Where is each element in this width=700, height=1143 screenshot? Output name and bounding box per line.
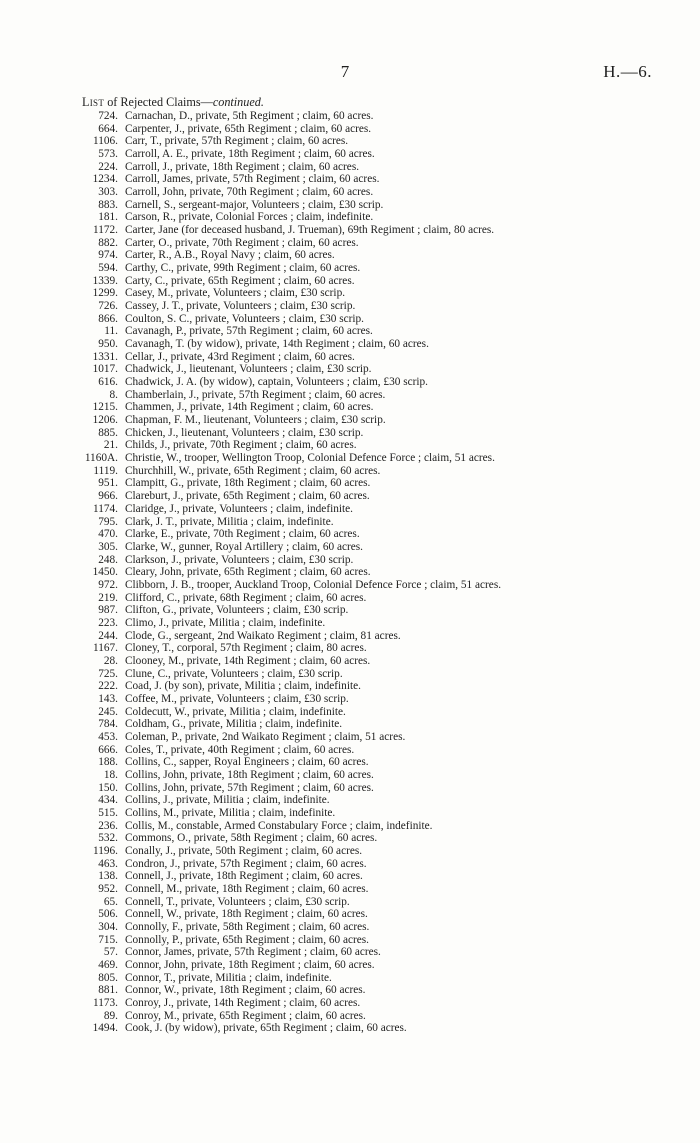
claim-description: Collis, M., constable, Armed Constabulary Force ; claim, indefinite. xyxy=(125,819,433,832)
claim-entry xyxy=(70,477,670,490)
claim-number: 245. xyxy=(98,705,118,718)
claim-description: Cloney, T., corporal, 57th Regiment ; claim, 80 acres. xyxy=(125,642,367,655)
claim-entry xyxy=(70,148,670,161)
claim-number: 470. xyxy=(98,528,118,541)
claim-number: 885. xyxy=(98,426,118,439)
claim-description: Collins, J., private, Militia ; claim, indefinite. xyxy=(125,794,330,807)
claim-entry xyxy=(70,870,670,883)
claim-entry xyxy=(70,363,670,376)
list-heading xyxy=(82,95,264,109)
claim-entry xyxy=(70,376,670,389)
claim-number: 1173. xyxy=(93,997,118,1010)
claim-entry xyxy=(70,972,670,985)
claim-number: 616. xyxy=(98,376,118,389)
claim-number: 248. xyxy=(98,553,118,566)
claim-entry xyxy=(70,135,670,148)
claim-description: Collins, John, private, 57th Regiment ; claim, 60 acres. xyxy=(125,781,374,794)
claim-entry xyxy=(70,275,670,288)
claim-number: 664. xyxy=(98,122,118,135)
claim-entry xyxy=(70,807,670,820)
claim-number: 138. xyxy=(98,870,118,883)
claim-number: 1299. xyxy=(92,287,118,300)
claim-description: Childs, J., private, 70th Regiment ; claim, 60 acres. xyxy=(125,439,357,452)
claim-number: 726. xyxy=(98,300,118,313)
claim-entry xyxy=(70,249,670,262)
claim-number: 8. xyxy=(109,388,118,401)
claim-number: 1494. xyxy=(92,1022,118,1035)
claim-description: Conally, J., private, 50th Regiment ; claim, 60 acres. xyxy=(125,844,363,857)
claim-description: Carty, C., private, 65th Regiment ; claim, 60 acres. xyxy=(125,274,355,287)
claim-entry xyxy=(70,959,670,972)
document-reference: H.—6. xyxy=(603,62,652,81)
claim-entry xyxy=(70,554,670,567)
claim-number: 1160A. xyxy=(84,452,118,465)
claim-description: Churchhill, W., private, 65th Regiment ; claim, 60 acres. xyxy=(125,464,381,477)
claim-entry xyxy=(70,604,670,617)
claim-description: Clode, G., sergeant, 2nd Waikato Regiment ; claim, 81 acres. xyxy=(125,629,401,642)
claim-entry xyxy=(70,782,670,795)
claim-description: Carthy, C., private, 99th Regiment ; claim, 60 acres. xyxy=(125,262,361,275)
claim-entry xyxy=(70,516,670,529)
claim-number: 724. xyxy=(98,110,118,122)
claim-description: Chadwick, J., lieutenant, Volunteers ; claim, £30 scrip. xyxy=(125,363,372,376)
claim-entry xyxy=(70,351,670,364)
claim-entry xyxy=(70,756,670,769)
claim-number: 1331. xyxy=(92,350,118,363)
claim-description: Connor, James, private, 57th Regiment ; claim, 60 acres. xyxy=(125,946,381,959)
claim-entry xyxy=(70,592,670,605)
claim-number: 725. xyxy=(98,667,118,680)
claim-number: 1167. xyxy=(93,642,118,655)
claim-entry xyxy=(70,186,670,199)
claim-description: Clune, C., private, Volunteers ; claim, £30 scrip. xyxy=(125,667,343,680)
claim-description: Coldham, G., private, Militia ; claim, indefinite. xyxy=(125,718,343,731)
claim-number: 951. xyxy=(98,477,118,490)
claim-description: Cavanagh, P., private, 57th Regiment ; claim, 60 acres. xyxy=(125,325,373,338)
claim-description: Carroll, John, private, 70th Regiment ; claim, 60 acres. xyxy=(125,186,374,199)
claim-number: 303. xyxy=(98,186,118,199)
claim-entry xyxy=(70,617,670,630)
claim-entry xyxy=(70,896,670,909)
page-number: 7 xyxy=(340,62,350,81)
claim-number: 11. xyxy=(104,325,118,338)
claim-entry xyxy=(70,769,670,782)
claim-number: 882. xyxy=(98,236,118,249)
claim-number: 1234. xyxy=(92,173,118,186)
claim-number: 18. xyxy=(103,768,118,781)
claim-entry xyxy=(70,338,670,351)
claim-number: 987. xyxy=(98,604,118,617)
claim-number: 966. xyxy=(98,490,118,503)
claim-entry xyxy=(70,1022,670,1035)
claim-description: Chamberlain, J., private, 57th Regiment ; claim, 60 acres. xyxy=(125,388,386,401)
claim-number: 795. xyxy=(98,515,118,528)
claim-description: Conroy, J., private, 14th Regiment ; claim, 60 acres. xyxy=(125,997,361,1010)
claim-entry xyxy=(70,452,670,465)
claim-entry xyxy=(70,706,670,719)
claim-description: Collins, John, private, 18th Regiment ; claim, 60 acres. xyxy=(125,768,374,781)
claim-description: Connell, T., private, Volunteers ; claim, £30 scrip. xyxy=(125,895,350,908)
claim-number: 57. xyxy=(103,946,118,959)
claim-number: 181. xyxy=(98,211,118,224)
claim-entry xyxy=(70,528,670,541)
claim-entry xyxy=(70,503,670,516)
claim-description: Carter, R., A.B., Royal Navy ; claim, 60 acres. xyxy=(125,249,335,262)
claim-description: Claridge, J., private, Volunteers ; claim, indefinite. xyxy=(125,502,353,515)
list-heading-title: of Rejected Claims— xyxy=(104,95,213,109)
claim-description: Collins, M., private, Militia ; claim, indefinite. xyxy=(125,806,336,819)
claim-entry xyxy=(70,313,670,326)
claim-description: Carroll, J., private, 18th Regiment ; claim, 60 acres. xyxy=(125,160,360,173)
claim-entry xyxy=(70,693,670,706)
claim-description: Clifton, G., private, Volunteers ; claim, £30 scrip. xyxy=(125,604,349,617)
claim-entry xyxy=(70,630,670,643)
claim-description: Connell, J., private, 18th Regiment ; claim, 60 acres. xyxy=(125,870,363,883)
claim-entry xyxy=(70,414,670,427)
claim-entry xyxy=(70,984,670,997)
claim-description: Carter, Jane (for deceased husband, J. Trueman), 69th Regiment ; claim, 80 acres. xyxy=(125,224,495,237)
claim-description: Conroy, M., private, 65th Regiment ; claim, 60 acres. xyxy=(125,1009,366,1022)
claim-number: 89. xyxy=(103,1009,118,1022)
claim-entry xyxy=(70,642,670,655)
claim-description: Connor, T., private, Militia ; claim, indefinite. xyxy=(125,971,332,984)
claim-entry xyxy=(70,718,670,731)
claim-description: Connell, M., private, 18th Regiment ; claim, 60 acres. xyxy=(125,882,369,895)
claim-entry xyxy=(70,427,670,440)
claim-entry xyxy=(70,858,670,871)
list-heading-continued: continued. xyxy=(212,95,264,109)
claim-entry xyxy=(70,731,670,744)
claim-description: Carnachan, D., private, 5th Regiment ; claim, 60 acres. xyxy=(125,110,374,122)
claim-description: Connolly, P., private, 65th Regiment ; claim, 60 acres. xyxy=(125,933,369,946)
claim-description: Chadwick, J. A. (by widow), captain, Volunteers ; claim, £30 scrip. xyxy=(125,376,428,389)
claim-number: 1174. xyxy=(93,502,118,515)
claim-description: Carnell, S., sergeant-major, Volunteers ; claim, £30 scrip. xyxy=(125,198,384,211)
claim-description: Carroll, A. E., private, 18th Regiment ; claim, 60 acres. xyxy=(125,148,375,161)
claim-number: 506. xyxy=(98,908,118,921)
claim-number: 305. xyxy=(98,540,118,553)
claim-description: Connor, W., private, 18th Regiment ; claim, 60 acres. xyxy=(125,984,366,997)
claim-entry xyxy=(70,820,670,833)
claim-number: 150. xyxy=(98,781,118,794)
claim-description: Carr, T., private, 57th Regiment ; claim, 60 acres. xyxy=(125,135,349,148)
claim-description: Casey, M., private, Volunteers ; claim, £30 scrip. xyxy=(125,287,346,300)
claim-entry xyxy=(70,325,670,338)
claim-number: 236. xyxy=(98,819,118,832)
claim-number: 304. xyxy=(98,921,118,933)
claim-entry xyxy=(70,946,670,959)
claim-number: 1017. xyxy=(92,363,118,376)
claim-number: 434. xyxy=(98,794,118,807)
claim-description: Cook, J. (by widow), private, 65th Regiment ; claim, 60 acres. xyxy=(125,1022,407,1035)
claim-description: Commons, O., private, 58th Regiment ; claim, 60 acres. xyxy=(125,832,378,845)
claim-entry xyxy=(70,934,670,947)
claim-entry xyxy=(70,680,670,693)
claim-description: Coles, T., private, 40th Regiment ; claim, 60 acres. xyxy=(125,743,355,756)
claim-description: Clibborn, J. B., trooper, Auckland Troop, Colonial Defence Force ; claim, 51 acres. xyxy=(125,578,502,591)
claim-number: 224. xyxy=(98,160,118,173)
claim-description: Clampitt, G., private, 18th Regiment ; claim, 60 acres. xyxy=(125,477,371,490)
claim-number: 784. xyxy=(98,718,118,731)
claim-description: Chapman, F. M., lieutenant, Volunteers ; claim, £30 scrip. xyxy=(125,414,386,427)
claim-number: 1172. xyxy=(93,224,118,237)
claim-number: 223. xyxy=(98,616,118,629)
claim-number: 188. xyxy=(98,756,118,769)
claim-entry xyxy=(70,161,670,174)
claim-description: Cleary, John, private, 65th Regiment ; claim, 60 acres. xyxy=(125,566,371,579)
claim-entry xyxy=(70,389,670,402)
claim-entry xyxy=(70,883,670,896)
claim-number: 28. xyxy=(103,654,118,667)
claim-number: 244. xyxy=(98,629,118,642)
claim-number: 881. xyxy=(98,984,118,997)
claim-entry xyxy=(70,465,670,478)
claim-number: 573. xyxy=(98,148,118,161)
claim-entry xyxy=(70,439,670,452)
claim-entry xyxy=(70,262,670,275)
claim-description: Coleman, P., private, 2nd Waikato Regiment ; claim, 51 acres. xyxy=(125,730,406,743)
claim-description: Coldecutt, W., private, Militia ; claim, indefinite. xyxy=(125,705,346,718)
claim-number: 594. xyxy=(98,262,118,275)
claim-description: Cellar, J., private, 43rd Regiment ; claim, 60 acres. xyxy=(125,350,355,363)
claim-entry xyxy=(70,921,670,934)
claim-description: Clifford, C., private, 68th Regiment ; claim, 60 acres. xyxy=(125,591,367,604)
claim-entry xyxy=(70,744,670,757)
claim-number: 515. xyxy=(98,806,118,819)
claim-number: 1106. xyxy=(93,135,118,148)
claim-description: Clark, J. T., private, Militia ; claim, indefinite. xyxy=(125,515,334,528)
claim-description: Carpenter, J., private, 65th Regiment ; claim, 60 acres. xyxy=(125,122,372,135)
claim-description: Chammen, J., private, 14th Regiment ; claim, 60 acres. xyxy=(125,401,374,414)
claim-number: 715. xyxy=(98,933,118,946)
claim-number: 222. xyxy=(98,680,118,693)
claim-description: Connell, W., private, 18th Regiment ; claim, 60 acres. xyxy=(125,908,368,921)
claim-number: 974. xyxy=(98,249,118,262)
claim-entry xyxy=(70,566,670,579)
rejected-claims-list xyxy=(70,110,670,1035)
claim-description: Cavanagh, T. (by widow), private, 14th Regiment ; claim, 60 acres. xyxy=(125,338,429,351)
claim-number: 143. xyxy=(98,692,118,705)
claim-number: 1339. xyxy=(92,274,118,287)
claim-number: 883. xyxy=(98,198,118,211)
claim-number: 463. xyxy=(98,857,118,870)
claim-number: 1196. xyxy=(93,844,118,857)
claim-entry xyxy=(70,224,670,237)
claim-entry xyxy=(70,401,670,414)
claim-description: Coad, J. (by son), private, Militia ; claim, indefinite. xyxy=(125,680,361,693)
claim-number: 469. xyxy=(98,959,118,972)
claim-number: 1119. xyxy=(93,464,118,477)
list-heading-lead: List xyxy=(82,95,105,109)
claim-number: 219. xyxy=(98,591,118,604)
claim-description: Clarkson, J., private, Volunteers ; claim, £30 scrip. xyxy=(125,553,354,566)
claim-entry xyxy=(70,123,670,136)
claim-entry xyxy=(70,199,670,212)
claim-description: Clareburt, J., private, 65th Regiment ; claim, 60 acres. xyxy=(125,490,370,503)
claim-number: 21. xyxy=(103,439,118,452)
claim-description: Clarke, E., private, 70th Regiment ; claim, 60 acres. xyxy=(125,528,360,541)
claim-entry xyxy=(70,287,670,300)
claim-entry xyxy=(70,832,670,845)
claim-description: Clooney, M., private, 14th Regiment ; claim, 60 acres. xyxy=(125,654,371,667)
claim-description: Connor, John, private, 18th Regiment ; claim, 60 acres. xyxy=(125,959,375,972)
claim-entry xyxy=(70,794,670,807)
claim-description: Chicken, J., lieutenant, Volunteers ; claim, £30 scrip. xyxy=(125,426,364,439)
claim-description: Carroll, James, private, 57th Regiment ; claim, 60 acres. xyxy=(125,173,380,186)
claim-description: Coulton, S. C., private, Volunteers ; claim, £30 scrip. xyxy=(125,312,364,325)
claim-description: Carter, O., private, 70th Regiment ; claim, 60 acres. xyxy=(125,236,359,249)
claim-number: 805. xyxy=(98,971,118,984)
claim-entry xyxy=(70,1010,670,1023)
claim-number: 453. xyxy=(98,730,118,743)
claim-description: Cassey, J. T., private, Volunteers ; claim, £30 scrip. xyxy=(125,300,356,313)
claim-description: Clarke, W., gunner, Royal Artillery ; claim, 60 acres. xyxy=(125,540,363,553)
claim-description: Coffee, M., private, Volunteers ; claim, £30 scrip. xyxy=(125,692,349,705)
claim-description: Connolly, F., private, 58th Regiment ; claim, 60 acres. xyxy=(125,921,370,933)
claim-number: 666. xyxy=(98,743,118,756)
claim-description: Condron, J., private, 57th Regiment ; claim, 60 acres. xyxy=(125,857,367,870)
claim-number: 1215. xyxy=(92,401,118,414)
claim-entry xyxy=(70,668,670,681)
claim-entry xyxy=(70,110,670,123)
claim-entry xyxy=(70,173,670,186)
claim-entry xyxy=(70,997,670,1010)
claim-entry xyxy=(70,490,670,503)
claim-entry xyxy=(70,300,670,313)
claim-number: 950. xyxy=(98,338,118,351)
claim-description: Climo, J., private, Militia ; claim, indefinite. xyxy=(125,616,326,629)
claim-description: Collins, C., sapper, Royal Engineers ; claim, 60 acres. xyxy=(125,756,369,769)
claim-description: Christie, W., trooper, Wellington Troop, Colonial Defence Force ; claim, 51 acres. xyxy=(125,452,495,465)
claim-number: 1206. xyxy=(92,414,118,427)
claim-number: 65. xyxy=(103,895,118,908)
claim-entry xyxy=(70,211,670,224)
claim-number: 952. xyxy=(98,882,118,895)
claim-number: 532. xyxy=(98,832,118,845)
claim-entry xyxy=(70,845,670,858)
claim-entry xyxy=(70,237,670,250)
claim-entry xyxy=(70,655,670,668)
claim-entry xyxy=(70,541,670,554)
claim-number: 972. xyxy=(98,578,118,591)
claim-number: 866. xyxy=(98,312,118,325)
claim-number: 1450. xyxy=(92,566,118,579)
claim-description: Carson, R., private, Colonial Forces ; claim, indefinite. xyxy=(125,211,374,224)
claim-entry xyxy=(70,579,670,592)
claim-entry xyxy=(70,908,670,921)
